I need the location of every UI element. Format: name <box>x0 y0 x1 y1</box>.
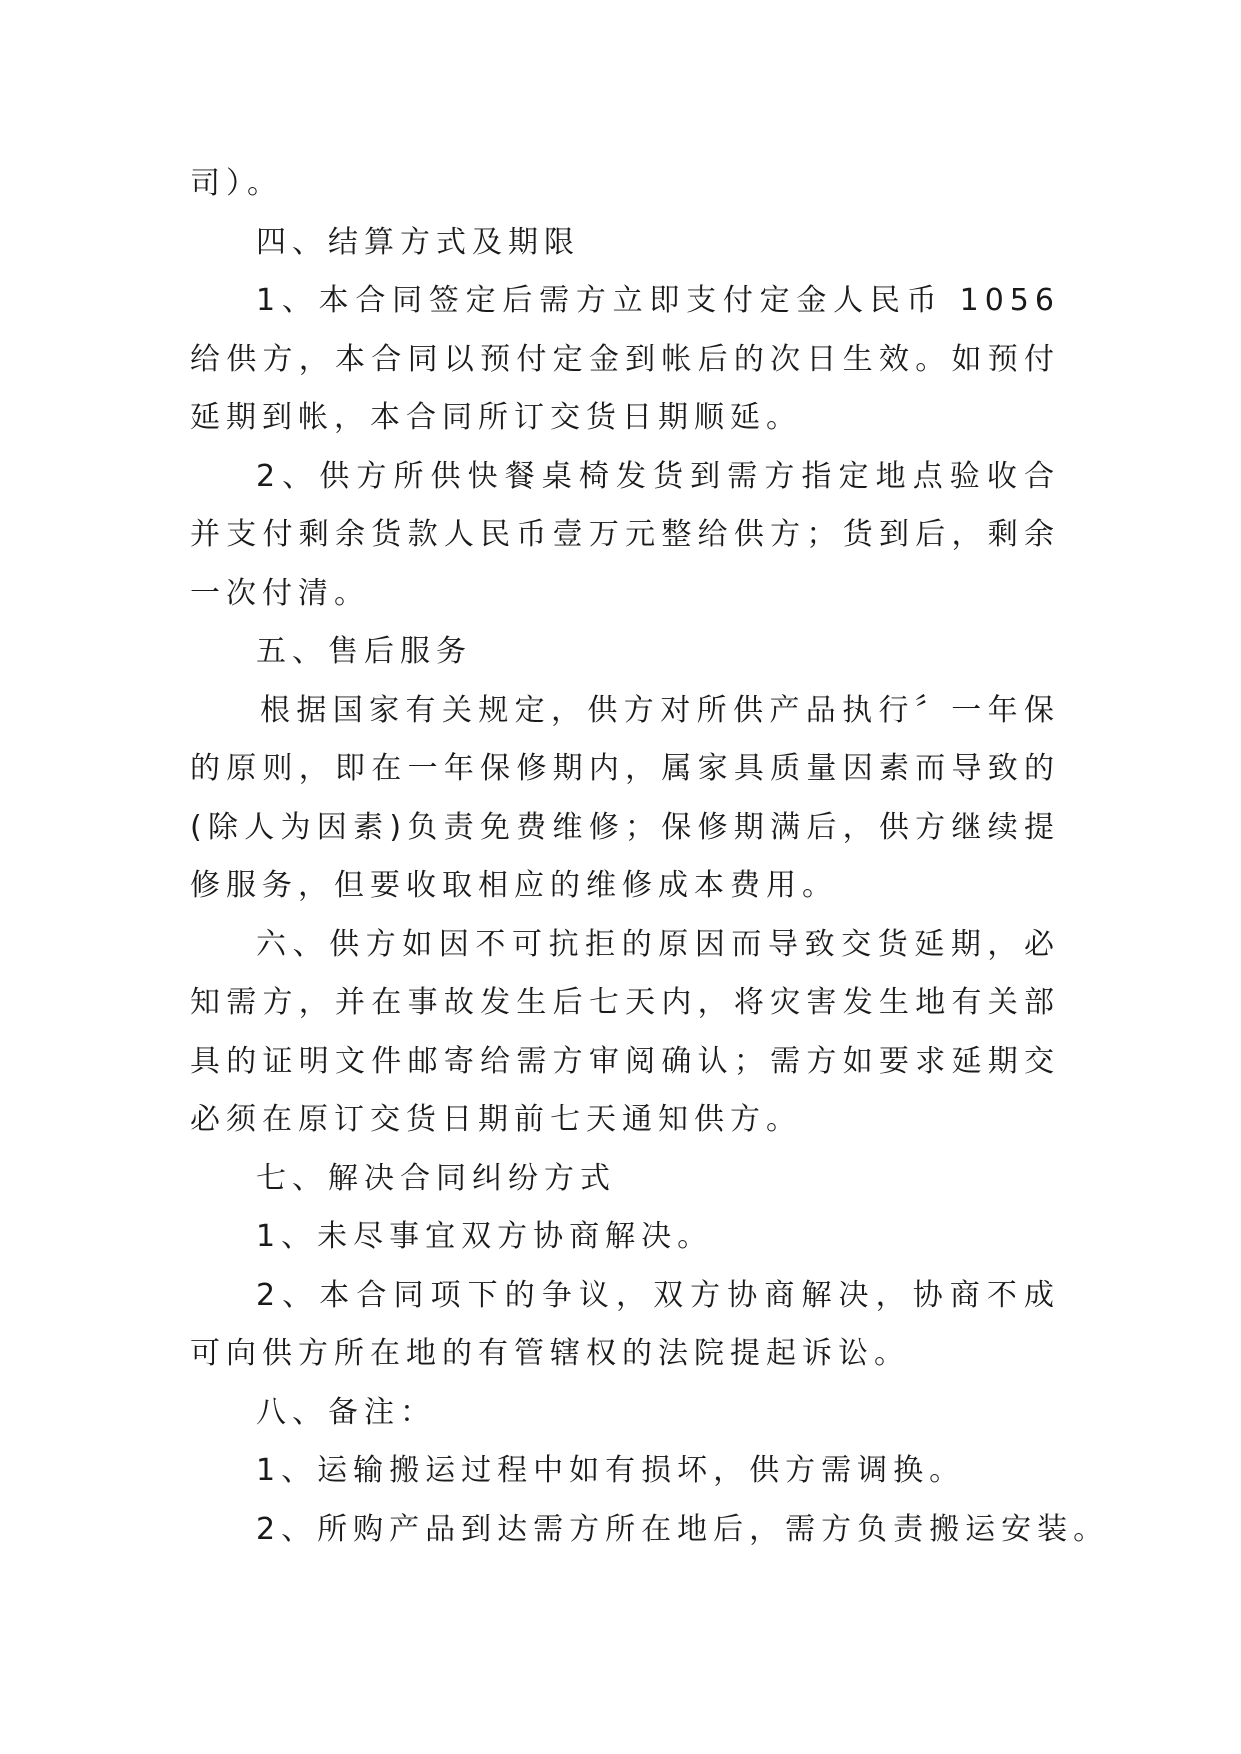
text-line: 可向供方所在地的有管辖权的法院提起诉讼。 <box>190 1336 910 1371</box>
text-line: 1、本合同签定后需方立即支付定金人民币 1056 <box>256 283 1060 318</box>
text-line: 1、运输搬运过程中如有损坏，供方需调换。 <box>256 1453 966 1488</box>
text-line: 并支付剩余货款人民币壹万元整给供方；货到后，剩余 <box>190 517 1060 552</box>
text-line: 2、本合同项下的争议，双方协商解决，协商不成 <box>256 1277 1060 1313</box>
text-line: 必须在原订交货日期前七天通知供方。 <box>190 1102 802 1137</box>
text-line: (除人为因素)负责免费维修；保修期满后，供方继续提 <box>190 809 1060 845</box>
section-heading-disputes: 七、解决合同纠纷方式 <box>256 1160 616 1196</box>
text-line: 给供方，本合同以预付定金到帐后的次日生效。如预付 <box>190 341 1060 377</box>
text-line: 的原则，即在一年保修期内，属家具质量因素而导致的 <box>190 751 1060 786</box>
text-line: 2、所购产品到达需方所在地后，需方负责搬运安装。 <box>256 1511 1110 1547</box>
section-heading-settlement: 四、结算方式及期限 <box>256 224 580 260</box>
text-line: 根据国家有关规定，供方对所供产品执行〞一年保 <box>260 692 1060 728</box>
text-line: 具的证明文件邮寄给需方审阅确认；需方如要求延期交 <box>190 1043 1060 1079</box>
text-line: 1、未尽事宜双方协商解决。 <box>256 1219 714 1254</box>
text-line: 司）。 <box>190 166 283 201</box>
text-line: 修服务，但要收取相应的维修成本费用。 <box>190 868 838 903</box>
text-line: 一次付清。 <box>190 575 370 611</box>
section-heading-after-sales: 五、售后服务 <box>256 634 472 669</box>
section-heading-force-majeure: 六、供方如因不可抗拒的原因而导致交货延期，必 <box>256 926 1060 962</box>
section-heading-notes: 八、备注： <box>256 1394 436 1430</box>
text-line: 知需方，并在事故发生后七天内，将灾害发生地有关部 <box>190 985 1060 1020</box>
text-line: 2、供方所供快餐桌椅发货到需方指定地点验收合 <box>256 458 1060 494</box>
document-body <box>190 155 1110 1559</box>
text-line: 延期到帐，本合同所订交货日期顺延。 <box>190 400 802 435</box>
